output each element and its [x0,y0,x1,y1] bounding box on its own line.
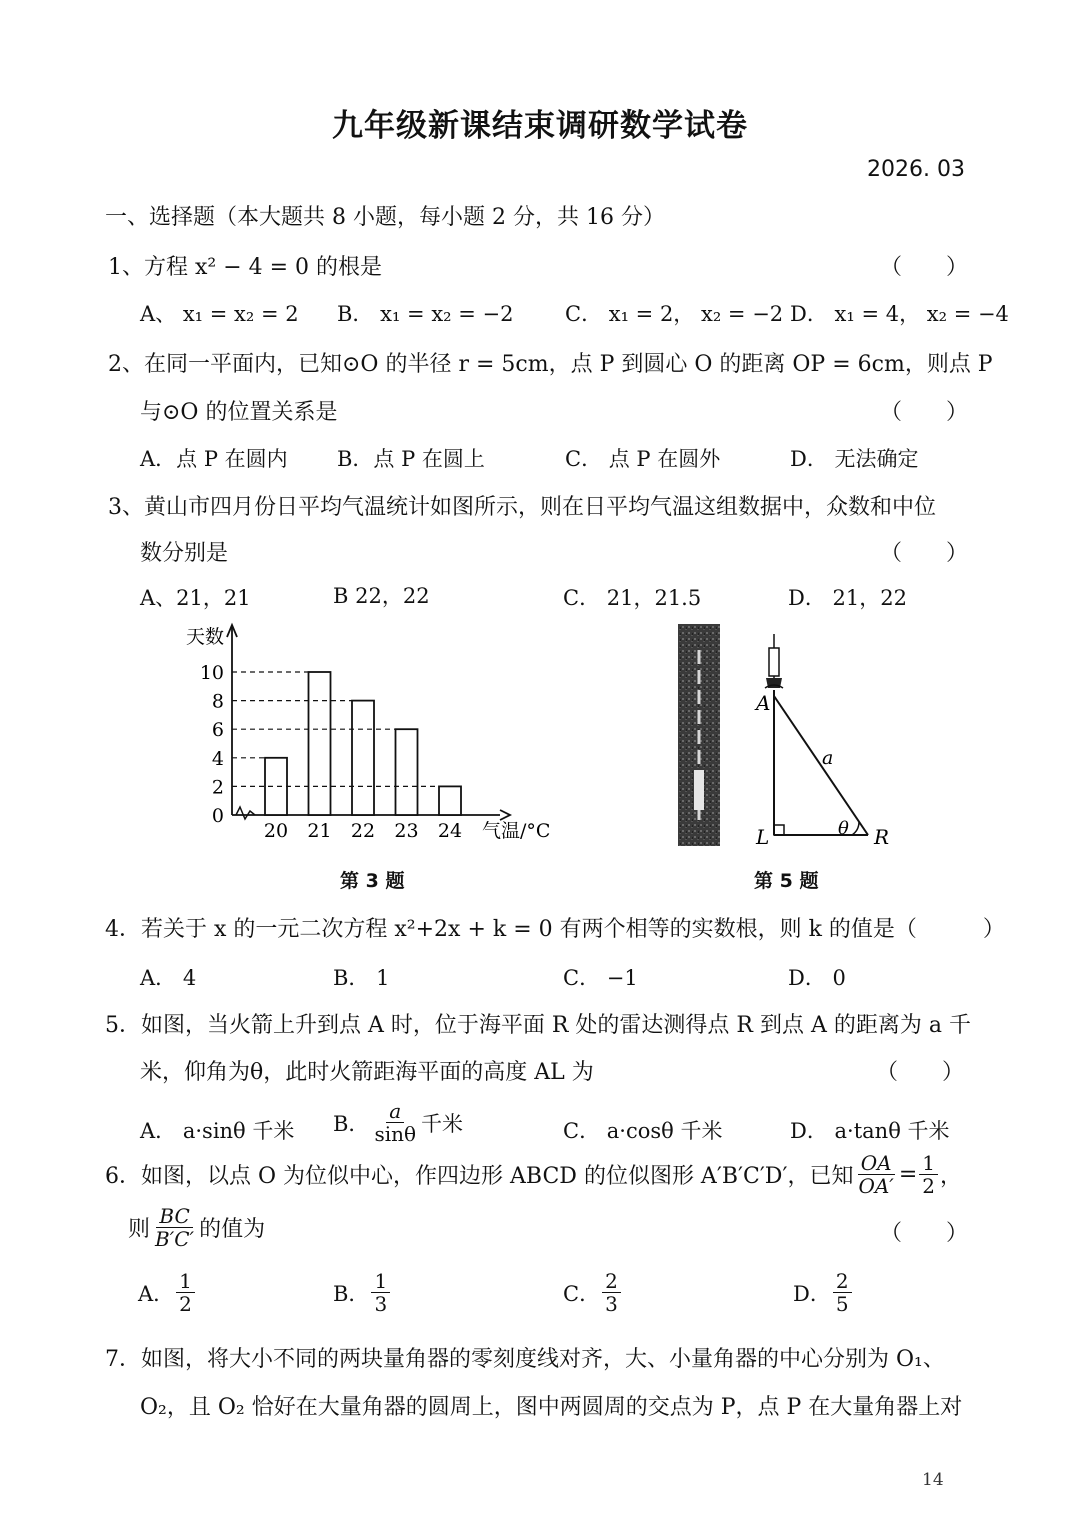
bar [309,672,331,815]
angle-theta-arc [852,822,859,835]
q5-option-d: D． a·tanθ 千米 [790,1119,950,1143]
exam-date: 2026. 03 [867,157,965,182]
label-a: a [822,747,834,769]
rocket-icon [765,634,783,688]
y-tick-label: 0 [211,805,224,827]
q6-option-b-label: B． [333,1281,370,1306]
q6-ask-numerator: BC [156,1205,192,1228]
q6-option-d-num: 2 [833,1270,852,1293]
y-tick-label: 4 [211,747,224,770]
q1-answer-paren: （ ） [880,255,969,280]
q6-stem-post: 的值为 [199,1217,266,1242]
q6-option-c [563,1270,623,1315]
q6-option-d-label: D． [793,1281,831,1306]
q6-option-b-den: 3 [374,1292,388,1316]
q5-answer-paren: （ ） [876,1060,965,1085]
q6-option-c-label: C． [563,1281,601,1306]
q6-option-c-den: 3 [605,1292,618,1316]
q5-option-c: C． a·cosθ 千米 [563,1119,723,1143]
q6-condition-ratio [919,1152,938,1197]
page-title: 九年级新课结束调研数学试卷 [332,108,748,144]
page-number: 14 [922,1470,944,1490]
q6-stem-text: 6．如图，以点 O 为位似中心，作四边形 ABCD 的位似图形 A′B′C′D′，已知 [105,1164,854,1189]
q3-stem-line2: 数分别是 [140,541,229,566]
q7-stem-line2: O₂，且 O₂ 恰好在大量角器的圆周上，图中两圆周的交点为 P，点 P 在大量角器上对 [140,1395,963,1420]
q6-option-b [333,1270,392,1315]
q6-condition-numerator: OA [858,1152,895,1175]
q4-stem: 4．若关于 x 的一元二次方程 x²+2x + k = 0 有两个相等的实数根，则 k 的值是（ ） [105,917,1005,942]
q6-ratio-denominator: 2 [922,1174,936,1198]
q7-stem-line1: 7．如图，将大小不同的两块量角器的零刻度线对齐，大、小量角器的中心分别为 O₁、 [105,1347,945,1372]
q4-option-b: B． 1 [333,966,390,990]
q1-option-d: D． x₁ = 4， x₂ = −4 [790,302,1009,326]
y-axis-label: 天数 [186,626,225,648]
q4-option-d: D． 0 [788,966,846,990]
q1-option-a: A、 x₁ = x₂ = 2 [140,302,299,326]
q3-option-a: A、21，21 [140,586,251,610]
q2-answer-paren: （ ） [880,400,969,425]
q5-stem-line1: 5．如图，当火箭上升到点 A 时，位于海平面 R 处的雷达测得点 R 到点 A 的距离为 a 千 [105,1013,971,1038]
bar [352,701,374,815]
q6-ratio-numerator: 1 [919,1152,938,1175]
q6-option-a-label: A． [138,1281,175,1306]
axis-break-icon [236,807,255,819]
x-tick-label: 22 [350,820,376,842]
q4-option-c: C． −1 [563,966,638,990]
q5-option-b [333,1100,463,1145]
q6-stem-line1 [105,1152,962,1197]
y-tick-label: 10 [199,662,224,684]
y-tick-label: 6 [211,719,224,742]
q3-answer-paren: （ ） [880,541,969,566]
q1-option-c: C． x₁ = 2， x₂ = −2 [565,302,784,326]
q3-option-d: D． 21，22 [788,586,907,610]
q6-option-a-den: 2 [179,1292,192,1316]
x-axis-arrow-icon [500,810,510,820]
q2-stem-line1: 2、在同一平面内，已知⊙O 的半径 r = 5cm，点 P 到圆心 O 的距离 OP = 6cm，则点 P [108,352,993,377]
q1-stem: 1、方程 x² − 4 = 0 的根是 [108,255,383,280]
q6-option-c-num: 2 [602,1270,621,1293]
x-axis-label: 气温/°C [482,820,551,842]
q6-option-a [138,1270,197,1315]
q5-figure-caption: 第 5 题 [754,870,819,892]
x-tick-label: 20 [263,820,289,842]
x-tick-label: 21 [307,820,332,842]
q6-condition-denominator: OA′ [858,1174,894,1198]
x-tick-label: 23 [394,820,419,842]
q5-option-a: A． a·sinθ 千米 [140,1119,295,1143]
side-AR [774,696,868,835]
q6-condition-equals: = [898,1162,918,1187]
q6-condition-fraction [855,1152,896,1197]
label-A: A [756,691,771,715]
q3-stem-line1: 3、黄山市四月份日平均气温统计如图所示，则在日平均气温这组数据中，众数和中位 [108,495,936,520]
x-tick-label: 24 [437,820,463,842]
q6-option-d-den: 5 [835,1292,849,1316]
bar [439,786,461,815]
q2-option-d: D． 无法确定 [790,447,919,471]
q6-ask-denominator: B′C′ [155,1227,195,1251]
label-R: R [874,825,890,849]
q5-option-b-denominator: sinθ [374,1122,417,1146]
q5-option-b-numerator: a [386,1100,404,1123]
y-tick-label: 8 [211,690,224,713]
bar [396,729,418,815]
q6-option-b-num: 1 [371,1270,390,1293]
q5-option-b-unit: 千米 [421,1111,464,1136]
q5-figure [670,620,910,850]
q4-option-a: A． 4 [140,966,197,990]
q2-stem-line2: 与⊙O 的位置关系是 [140,400,338,425]
label-theta: θ [838,818,849,839]
rocket-body-icon [694,770,704,810]
q3-option-c: C． 21，21.5 [563,586,702,610]
q6-answer-paren: （ ） [880,1221,969,1246]
q6-comma: ， [940,1164,963,1189]
q6-stem-line2 [128,1205,265,1250]
q2-option-a: A．点 P 在圆内 [140,447,288,471]
q6-option-d [793,1270,854,1315]
q5-option-b-fraction [371,1100,419,1145]
q2-option-c: C． 点 P 在圆外 [565,447,721,471]
q6-option-a-num: 1 [176,1270,195,1293]
q6-ask-fraction [152,1205,197,1250]
label-L: L [756,825,770,849]
q3-option-b: B 22，22 [333,584,430,608]
q3-figure-caption: 第 3 题 [340,870,405,892]
section-heading: 一、选择题（本大题共 8 小题，每小题 2 分，共 16 分） [105,205,665,230]
right-angle-mark [774,825,784,835]
q6-stem-pre: 则 [128,1217,151,1242]
q2-option-b: B．点 P 在圆上 [337,447,485,471]
q5-option-b-label: B． [333,1111,370,1136]
q3-temperature-chart [170,615,590,845]
q1-option-b: B． x₁ = x₂ = −2 [337,302,514,326]
y-tick-label: 2 [211,776,224,799]
q5-stem-line2: 米，仰角为θ，此时火箭距海平面的高度 AL 为 [140,1060,594,1085]
